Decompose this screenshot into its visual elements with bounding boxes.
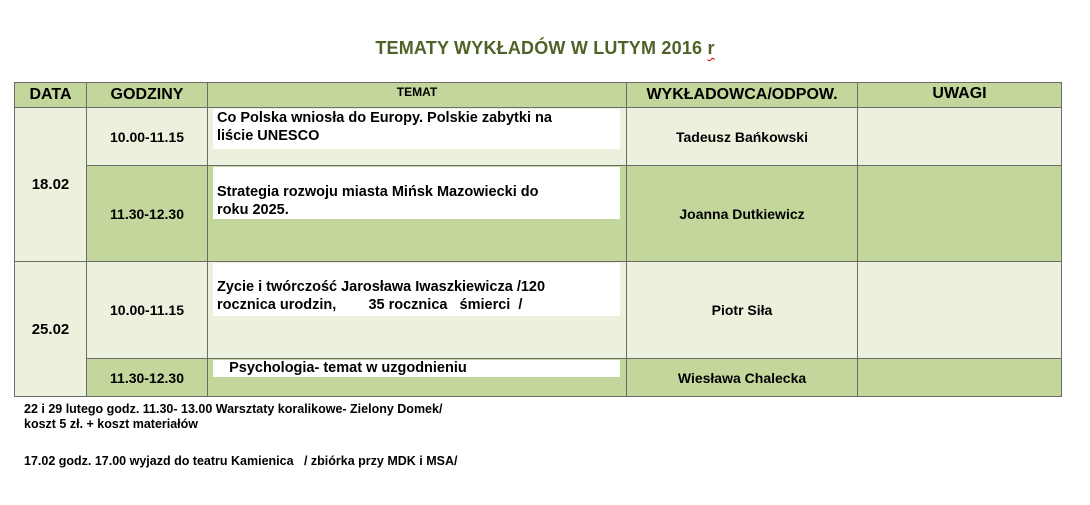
hours-cell: 11.30-12.30: [86, 358, 208, 397]
topic-line: roku 2025.: [217, 202, 289, 218]
note-line: 22 i 29 lutego godz. 11.30- 13.00 Warsztaty koralikowe- Zielony Domek/: [24, 402, 443, 416]
hours-cell: 10.00-11.15: [86, 107, 208, 166]
header-wykladowca: WYKŁADOWCA/ODPOW.: [626, 82, 858, 108]
page-title: [0, 38, 1090, 59]
notes-cell: [857, 107, 1062, 166]
note-line: koszt 5 zł. + koszt materiałów: [24, 417, 199, 431]
topic-text: [213, 263, 620, 316]
topic-line: liście UNESCO: [217, 128, 320, 144]
date-cell-1: 18.02: [14, 107, 87, 262]
topic-line: rocznica urodzin, 35 rocznica śmierci /: [217, 297, 523, 313]
topic-line: Co Polska wniosła do Europy. Polskie zabytki na: [217, 110, 552, 126]
lecturer-cell: Wiesława Chalecka: [626, 358, 858, 397]
date-cell-2: 25.02: [14, 261, 87, 397]
header-data: DATA: [14, 82, 87, 108]
topic-line: Psychologia- temat w uzgodnieniu: [217, 360, 467, 376]
topic-text: [213, 167, 620, 219]
title-suffix: r: [707, 38, 715, 58]
lecturer-cell: Joanna Dutkiewicz: [626, 165, 858, 262]
notes-cell: [857, 165, 1062, 262]
topic-text: [213, 109, 620, 149]
notes-cell: [857, 358, 1062, 397]
topic-line: Zycie i twórczość Jarosława Iwaszkiewicza /120: [217, 279, 546, 295]
lecturer-cell: Tadeusz Bańkowski: [626, 107, 858, 166]
title-text: TEMATY WYKŁADÓW W LUTYM 2016: [375, 38, 708, 58]
topic-line: Strategia rozwoju miasta Mińsk Mazowiecki do: [217, 184, 539, 200]
note-line: 17.02 godz. 17.00 wyjazd do teatru Kamienica / zbiórka przy MDK i MSA/: [24, 454, 458, 468]
hours-cell: 11.30-12.30: [86, 165, 208, 262]
lecturer-cell: Piotr Siła: [626, 261, 858, 359]
header-godziny: GODZINY: [86, 82, 208, 108]
notes-cell: [857, 261, 1062, 359]
header-uwagi: UWAGI: [857, 82, 1062, 108]
header-temat: TEMAT: [207, 82, 627, 108]
topic-text: [213, 360, 620, 377]
hours-cell: 10.00-11.15: [86, 261, 208, 359]
